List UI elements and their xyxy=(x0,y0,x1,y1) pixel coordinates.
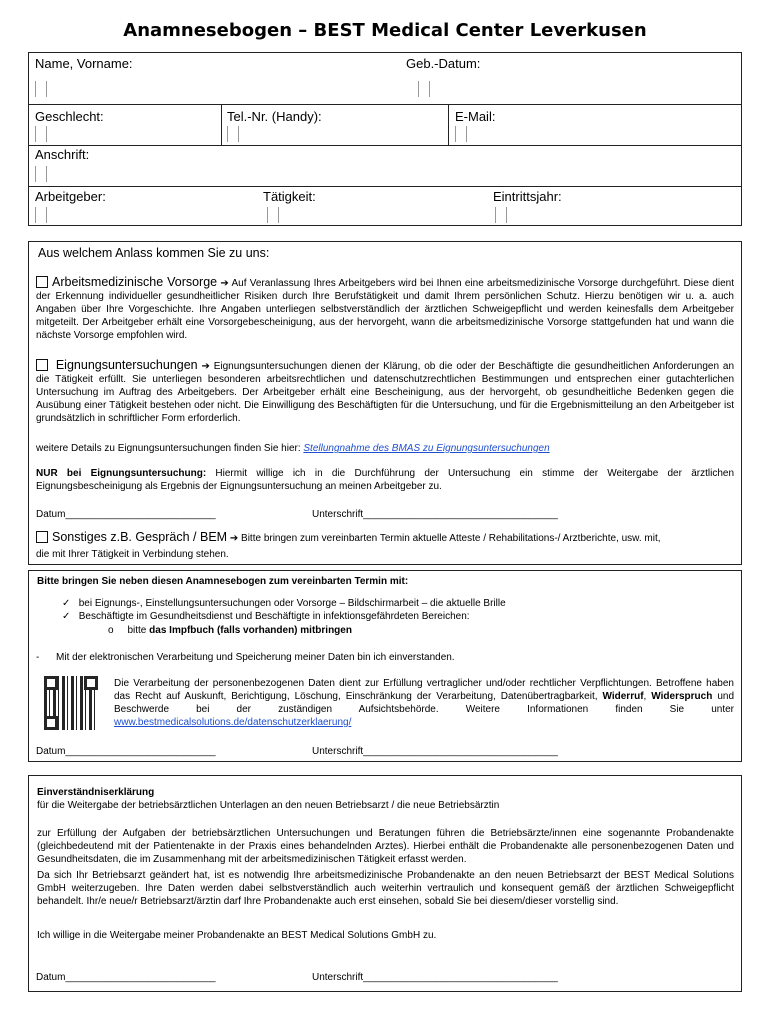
arrow-icon: ➔ xyxy=(201,361,210,372)
bring-item-1 xyxy=(62,597,506,610)
bring-date[interactable]: Datum___________________________ xyxy=(36,746,216,757)
eignung-title: Eignungsuntersuchungen xyxy=(55,358,198,372)
vorsorge-checkbox[interactable] xyxy=(36,276,48,288)
year-field[interactable] xyxy=(495,207,507,223)
sonstiges-checkbox[interactable] xyxy=(36,531,48,543)
nur-bold: NUR bei Eignungsuntersuchung: xyxy=(36,468,207,479)
occasion-signature[interactable]: Unterschrift___________________________________ xyxy=(312,509,558,520)
occasion-heading: Aus welchem Anlass kommen Sie zu uns: xyxy=(38,246,270,260)
personal-data-section xyxy=(28,52,742,226)
bring-sub-item xyxy=(108,624,352,637)
gender-label: Geschlecht: xyxy=(35,109,104,124)
dob-label: Geb.-Datum: xyxy=(406,56,481,71)
bmas-link[interactable]: Stellungnahme des BMAS zu Eignungsuntersuchungen xyxy=(303,443,550,454)
name-label: Name, Vorname: xyxy=(35,56,133,71)
email-field[interactable] xyxy=(455,126,467,142)
bring-heading: Bitte bringen Sie neben diesen Anamnesebogen zum vereinbarten Termin mit: xyxy=(37,576,409,587)
address-field[interactable] xyxy=(35,166,47,182)
consent-paragraph-2: Da sich Ihr Betriebsarzt geändert hat, ist es notwendig Ihre arbeitsmedizinische Probandenakte an den neuen Betriebsarzt der BEST Medical Solutions GmbH weiterzugeben. Ihre Daten werden dabei selbstverständlich auch weiterhin vertraulich und konsequent gemäß der ärztlichen Schweigepflicht behandelt. Ihr/e neue/r Betriebsarzt/ärztin darf Ihre Probandenakte auch erst einsehen, sobald Sie bei diesem/dieser vorstellig sind. xyxy=(37,870,734,907)
details-text: weitere Details zu Eignungsuntersuchungen finden Sie hier: xyxy=(36,443,301,454)
sonstiges-text: Bitte bringen zum vereinbarten Termin aktuelle Atteste / Rehabilitations-/ Arztberichte, usw. mit, xyxy=(241,533,661,544)
gender-field[interactable] xyxy=(35,126,47,142)
eignung-text: Eignungsuntersuchungen dienen der Klärung, ob die oder der Beschäftigte die gesundheitlichen Anforderungen an die Tätigkeit erfüllt. Sie unterliegen besonderen arbeitsrechtlichen und datenschutzrechtlichen Bestimmungen und entsprechen einer gutachterlichen Untersuchung im Auftrag des Arbeitgebers. Der Arbeitgeber erhält eine Bescheinigung, aus der hervorgeht, ob gesundheitliche Bedenken gegen die Ausübung einer Tätigkeit bestehen oder nicht. Die Einwilligung des Beschäftigten für die Untersuchung, und für die Ergebnismitteilung an den Arbeitgeber ist grundsätzlich in schriftlicher Form erforderlich. xyxy=(36,361,735,424)
vorsorge-text: Auf Veranlassung Ihres Arbeitgebers wird bei Ihnen eine arbeitsmedizinische Vorsorge durchgeführt. Diese dient der Erkennung individueller gesundheitlicher Risiken durch Ihre Berufstätigkeit und damit Ihrem persönlichen Schutz. Hierzu benötigen wir u. a. auch Angaben über Ihre Vorgeschichte. Ihre Angaben unterliegen selbstverständlich der ärztlichen Schweigepflicht und werden keinesfalls dem Arbeitgeber mitgeteilt. Der Arbeitgeber erhält eine Vorsorgebescheinigung, aus der hervorgeht, wann die arbeitsmedizinische Vorsorge stattgefunden hat und wann die nächste Vorsorge empfohlen wird. xyxy=(36,278,734,341)
data-consent-text: Mit der elektronischen Verarbeitung und Speicherung meiner Daten bin ich einverstanden. xyxy=(56,652,455,663)
eignung-block xyxy=(36,359,734,425)
phone-field[interactable] xyxy=(227,126,239,142)
privacy-bold-2: Widerspruch xyxy=(651,691,713,702)
dash-icon: - xyxy=(36,652,40,663)
consent-paragraph-3: Ich willige in die Weitergabe meiner Probandenakte an BEST Medical Solutions GmbH zu. xyxy=(37,930,437,941)
year-label: Eintrittsjahr: xyxy=(493,189,562,204)
vorsorge-title: Arbeitsmedizinische Vorsorge xyxy=(52,275,218,289)
consent-sub: für die Weitergabe der betriebsärztlichen Unterlagen an den neuen Betriebsarzt / die neue Betriebsärztin xyxy=(37,800,500,811)
qr-code-icon xyxy=(44,676,98,730)
privacy-part-1: Die Verarbeitung der personenbezogenen Daten dient zur Erfüllung vertraglicher und/oder rechtlicher Verpflichtungen. Betroffene haben das Recht auf Auskunft, Berichtigung, Löschung, Einschränkung der Verarbeitung, Datenübertragbarkeit, xyxy=(114,678,734,702)
vorsorge-block xyxy=(36,276,734,342)
privacy-bold-1: Widerruf xyxy=(602,691,644,702)
data-consent-line xyxy=(36,651,455,664)
arrow-icon: ➔ xyxy=(220,278,229,289)
check-icon: ✓ xyxy=(62,598,71,609)
bring-item-1-text: bei Eignungs-, Einstellungsuntersuchungen oder Vorsorge – Bildschirmarbeit – die aktuelle Brille xyxy=(78,598,506,609)
page-title: Anamnesebogen – BEST Medical Center Leverkusen xyxy=(123,20,647,41)
nur-text: Hiermit willige ich in die Durchführung der Untersuchung ein stimme der Weitergabe der ärztlichen Eignungsbescheinigung als Ergebnis der Eignungsuntersuchung an meinen Arbeitgeber zu. xyxy=(36,468,734,492)
details-line xyxy=(36,442,734,455)
consent-signature[interactable]: Unterschrift___________________________________ xyxy=(312,972,558,983)
consent-date[interactable]: Datum___________________________ xyxy=(36,972,216,983)
bring-item-2-text: Beschäftigte im Gesundheitsdienst und Beschäftigte in infektionsgefährdeten Bereichen: xyxy=(78,611,470,622)
phone-label: Tel.-Nr. (Handy): xyxy=(227,109,322,124)
check-icon: ✓ xyxy=(62,611,71,622)
job-label: Tätigkeit: xyxy=(263,189,316,204)
sonstiges-title: Sonstiges z.B. Gespräch / BEM xyxy=(52,530,228,544)
sonstiges-block xyxy=(36,531,734,545)
occasion-date[interactable]: Datum___________________________ xyxy=(36,509,216,520)
bring-item-2 xyxy=(62,610,470,623)
employer-label: Arbeitgeber: xyxy=(35,189,106,204)
privacy-text: Die Verarbeitung der personenbezogenen Daten dient zur Erfüllung vertraglicher und/oder rechtlicher Verpflichtungen. Betroffene haben das Recht auf Auskunft, Berichtigung, Löschung, Einschränkung der Verarbeitung, Datenübertragbarkeit, Widerruf, Widerspruch und Beschwerde bei der zuständigen Aufsichtsbehörde. Weitere Informationen finden Sie unter www.bestmedicalsolutions.de/datenschutzerklaerung/ xyxy=(114,678,735,728)
email-label: E-Mail: xyxy=(455,109,496,124)
name-field[interactable] xyxy=(35,81,47,97)
employer-field[interactable] xyxy=(35,207,47,223)
bring-signature[interactable]: Unterschrift___________________________________ xyxy=(312,746,558,757)
sub-item-pre: bitte xyxy=(127,625,147,636)
arrow-icon: ➔ xyxy=(229,533,239,544)
eignung-checkbox[interactable] xyxy=(36,359,48,371)
sub-item-bold: das Impfbuch (falls vorhanden) mitbringen xyxy=(149,625,352,636)
bullet-icon: o xyxy=(108,625,114,636)
job-field[interactable] xyxy=(267,207,279,223)
address-label: Anschrift: xyxy=(35,147,90,162)
nur-block xyxy=(36,467,734,493)
dob-field[interactable] xyxy=(418,81,430,97)
privacy-link[interactable]: www.bestmedicalsolutions.de/datenschutzerklaerung/ xyxy=(114,717,352,728)
consent-paragraph-1: zur Erfüllung der Aufgaben der betriebsärztlichen Untersuchungen und Beratungen führen die Betriebsärzte/innen eine sogenannte Probandenakte (gleichbedeutend mit der Patientenakte in der Praxis eines behandelnden Arztes). Hierbei enthält die Probandenakte alle personenbezogenen Daten und Gesundheitsdaten, die im Zusammenhang mit der arbeitsmedizinischen Tätigkeit erfasst werden. xyxy=(37,828,734,865)
consent-heading: Einverständniserklärung xyxy=(37,787,155,798)
privacy-part-2: und Beschwerde bei der zuständigen Aufsichtsbehörde. Weitere Informationen finden Sie unter xyxy=(114,691,735,715)
sonstiges-text-2: die mit Ihrer Tätigkeit in Verbindung stehen. xyxy=(36,549,229,560)
